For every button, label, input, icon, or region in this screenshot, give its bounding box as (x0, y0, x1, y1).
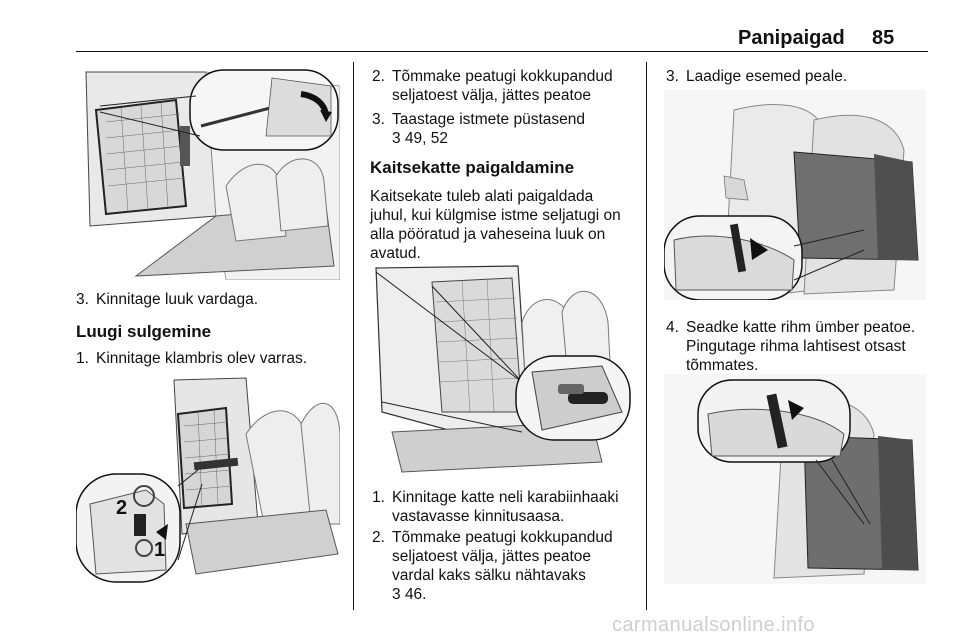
watermark: carmanualsonline.info (612, 614, 815, 636)
col1-heading: Luugi sulgemine (76, 322, 212, 341)
header-rule (76, 51, 928, 52)
col2-step3: 3. Taastage istmete püstasend 3 49, 52 (372, 111, 586, 147)
col3-step4: 4. Seadke katte rihm ümber peatoe. Pingutage rihma lahtisest otsast tõmmates. (666, 319, 916, 374)
col2-paragraph: Kaitsekate tuleb alati paigaldada juhul, kui külgmise istme seljatugi on alla pööratud ja vaheseina luuk on avatud. (370, 188, 621, 262)
col2-step2b: 2. Tõmmake peatugi kokkupandud seljatoest välja, jättes peatoe vardal kaks sälku nähtavaks 3 46. (372, 529, 613, 603)
col2-step1: 1. Kinnitage katte neli karabiinhaaki vastavasse kinnitusaasa. (372, 489, 619, 525)
figure-strap-headrest (664, 374, 926, 584)
col3-step3: 3. Laadige esemed peale. (666, 68, 848, 85)
figure-clamp-rod (76, 374, 340, 584)
column-divider-1 (353, 62, 354, 610)
figure-load-items (664, 90, 926, 300)
figure-carabiner-hooks (372, 262, 636, 476)
col1-step3: 3. Kinnitage luuk vardaga. (76, 291, 259, 308)
page-ref: 49, 52 (404, 130, 449, 147)
page-ref-glyph: 3 (392, 130, 401, 147)
column-divider-2 (646, 62, 647, 610)
col2-step2: 2. Tõmmake peatugi kokkupandud seljatoest välja, jättes peatoe (372, 68, 613, 104)
page-title: Panipaigad (738, 27, 845, 49)
page-ref-glyph: 3 (392, 586, 401, 603)
callout-1: 1 (154, 539, 166, 561)
page-number: 85 (872, 27, 895, 49)
callout-2: 2 (116, 497, 128, 519)
col2-heading: Kaitsekatte paigaldamine (370, 158, 575, 177)
page-ref: 46. (404, 586, 427, 603)
figure-hatch-on-rod (76, 66, 340, 280)
col1-step1: 1. Kinnitage klambris olev varras. (76, 350, 308, 367)
